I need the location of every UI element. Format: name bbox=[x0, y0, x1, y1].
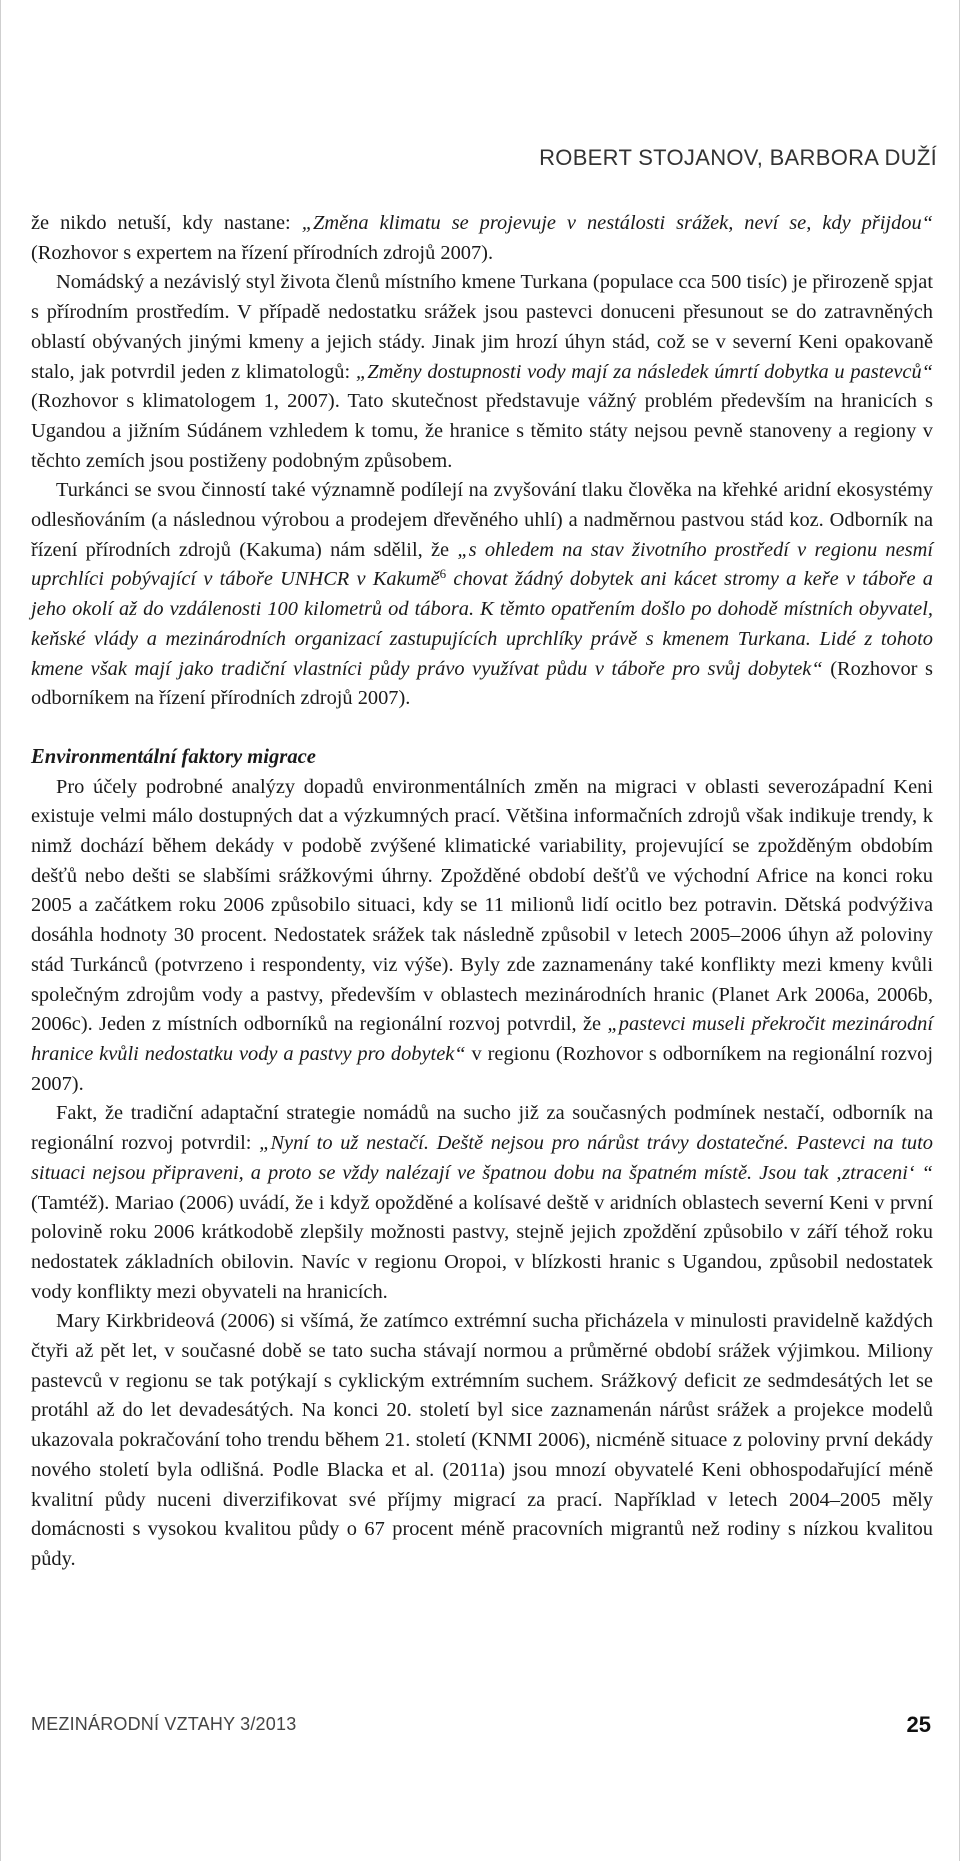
text-run: Fakt, že tradiční adaptační strategie nomádů na sucho již za současných podmínek nestačí, odborník na regionální rozvoj potvrdil: bbox=[31, 1102, 933, 1155]
quote: „Nyní to už nestačí. Deště nejsou pro nárůst trávy dostatečné. Pastevci na tuto situaci nejsou připraveni, a proto se vždy nalézají ve špatnou dobu na špatném místě. Jsou tak ‚ztraceni‘ “ bbox=[31, 1132, 933, 1184]
text-run: (Tamtéž). Mariao (2006) uvádí, že i když opožděné a kolísavé deště v aridních oblastech severní Keni v první polovině roku 2006 krátkodobě zlepšily možnosti pastvy, stejně jejich zpoždění způsobilo v září téhož roku nedostatek základních obilovin. Navíc v regionu Oropoi, v blízkosti hranic s Ugandou, způsobil nedostatek vody konflikty mezi obyvateli na hranicích. bbox=[31, 1191, 933, 1303]
text-run: v regionu (Rozhovor s odborníkem na regionální rozvoj 2007). bbox=[31, 1042, 933, 1095]
text-run: Turkánci se svou činností také významně podílejí na zvyšování tlaku člověka na křehké aridní ekosystémy odlesňováním (a následnou výrobou a prodejem dřevěného uhlí) a nadměrnou pastvou stád koz. Odborník na řízení přírodních zdrojů (Kakuma) nám sdělil, že bbox=[31, 479, 933, 561]
text-run: (Rozhovor s klimatologem 1, 2007). Tato skutečnost představuje vážný problém především na hranicích s Ugandou a jižním Súdánem vzhledem k tomu, že hranice s těmito státy nejsou pevně stanoveny a regiony v těchto zemích jsou postiženy podobným způsobem. bbox=[31, 390, 933, 472]
quote: „s ohledem na stav životního prostředí v regionu nesmí uprchlíci pobývající v táboře UNHCR v Kakumě bbox=[31, 538, 933, 591]
text-run: Pro účely podrobné analýzy dopadů environmentálních změn na migraci v oblasti severozápadní Keni existuje velmi málo dostupných dat a výzkumných prací. Většina informačních zdrojů však indikuje trendy, k nimž dochází během dekády v podobě zvýšené klimatické variability, projevující se zpožděným obdobím dešťů nebo dešti se slabšími srážkovými úhrny. Zpožděné období dešťů ve východní Africe na konci roku 2005 a začátkem roku 2006 způsobilo situaci, kdy se 11 milionů lidí ocitlo bez potravin. Dětská podvýživa dosáhla hodnoty 30 procent. Nedostatek srážek tak následně způsobil v letech 2005–2006 úhyn až poloviny stád Turkánců (potvrzeno i respondenty, viz výše). Byly zde zaznamenány také konflikty mezi kmeny kvůli společným zdrojům vody a pastvy, především v oblastech mezinárodních hranic (Planet Ark 2006a, 2006b, 2006c). Jeden z místních odborníků na regionální rozvoj potvrdil, že bbox=[31, 775, 933, 1036]
footnote-marker: 6 bbox=[439, 566, 447, 582]
quote: chovat žádný dobytek ani kácet stromy a keře v táboře a jeho okolí až do vzdálenosti 100 kilometrů od tábora. K těmto opatřením došlo po dohodě místních obyvatel, keňské vlády a mezinárodních organizací zastupujících uprchlíky právě s kmenem Turkana. Lidé z tohoto kmene však mají jako tradiční vlastníci půdy právo využívat půdu v táboře pro svůj dobytek“ bbox=[31, 568, 933, 680]
running-head-authors: ROBERT STOJANOV, BARBORA DUŽÍ bbox=[539, 145, 937, 170]
paragraph-4 bbox=[31, 773, 933, 1100]
quote: „pastevci museli překročit mezinárodní hranice kvůli nedostatku vody a pastvy pro dobytek“ bbox=[31, 1013, 934, 1065]
section-heading: Environmentální faktory migrace bbox=[31, 745, 316, 768]
paragraph-3 bbox=[31, 476, 933, 714]
paragraph-2 bbox=[31, 268, 933, 476]
text-run: že nikdo netuší, kdy nastane: bbox=[31, 212, 302, 234]
quote: „Změny dostupnosti vody mají za následek úmrtí dobytka u pastevců“ bbox=[355, 360, 934, 383]
footer-journal-name: MEZINÁRODNÍ VZTAHY 3/2013 bbox=[31, 1714, 297, 1734]
text-run: (Rozhovor s expertem na řízení přírodních zdrojů 2007). bbox=[31, 241, 494, 264]
page-number: 25 bbox=[906, 1712, 931, 1737]
paragraph-5 bbox=[31, 1099, 933, 1307]
paragraph-6: Mary Kirkbrideová (2006) si všímá, že zatímco extrémní sucha přicházela v minulosti pravidelně každých čtyři až pět let, v současné době se tato sucha stávají normou a průměrné období srážek výjimkou. Miliony pastevců v regionu se tak potýkají s cyklickým extrémním suchem. Srážkový deficit ze sedmdesátých let se protáhl až do let devadesátých. Na konci 20. století byl sice zaznamenán nárůst srážek a projekce modelů ukazovala pokračování toho trendu během 21. století (KNMI 2006), nicméně situace z poloviny první dekády nového století byla odlišná. Podle Blacka et al. (2011a) jsou mnozí obyvatelé Keni obhospodařující méně kvalitní půdy nuceni diverzifikovat své příjmy migrací za prací. Například v letech 2004–2005 měly domácnosti s vysokou kvalitou půdy o 67 procent méně pracovních migrantů než rodiny s nízkou kvalitou půdy. bbox=[31, 1310, 933, 1570]
quote: „Změna klimatu se projevuje v nestálosti srážek, neví se, kdy přijdou“ bbox=[301, 212, 933, 234]
text-run: (Rozhovor s odborníkem na řízení přírodních zdrojů 2007). bbox=[31, 657, 933, 710]
article-body bbox=[31, 209, 933, 1575]
text-run: Nomádský a nezávislý styl života členů místního kmene Turkana (populace cca 500 tisíc) je přirozeně spjat s přírodním prostředím. V případě nedostatku srážek jsou pastevci donuceni přesunout se do zatravněných oblastí obývaných jinými kmeny a jejich stády. Jinak jim hrozí úhyn stád, což se v severní Keni opakovaně stalo, jak potvrdil jeden z klimatologů: bbox=[31, 271, 933, 383]
paragraph-1 bbox=[31, 209, 933, 268]
